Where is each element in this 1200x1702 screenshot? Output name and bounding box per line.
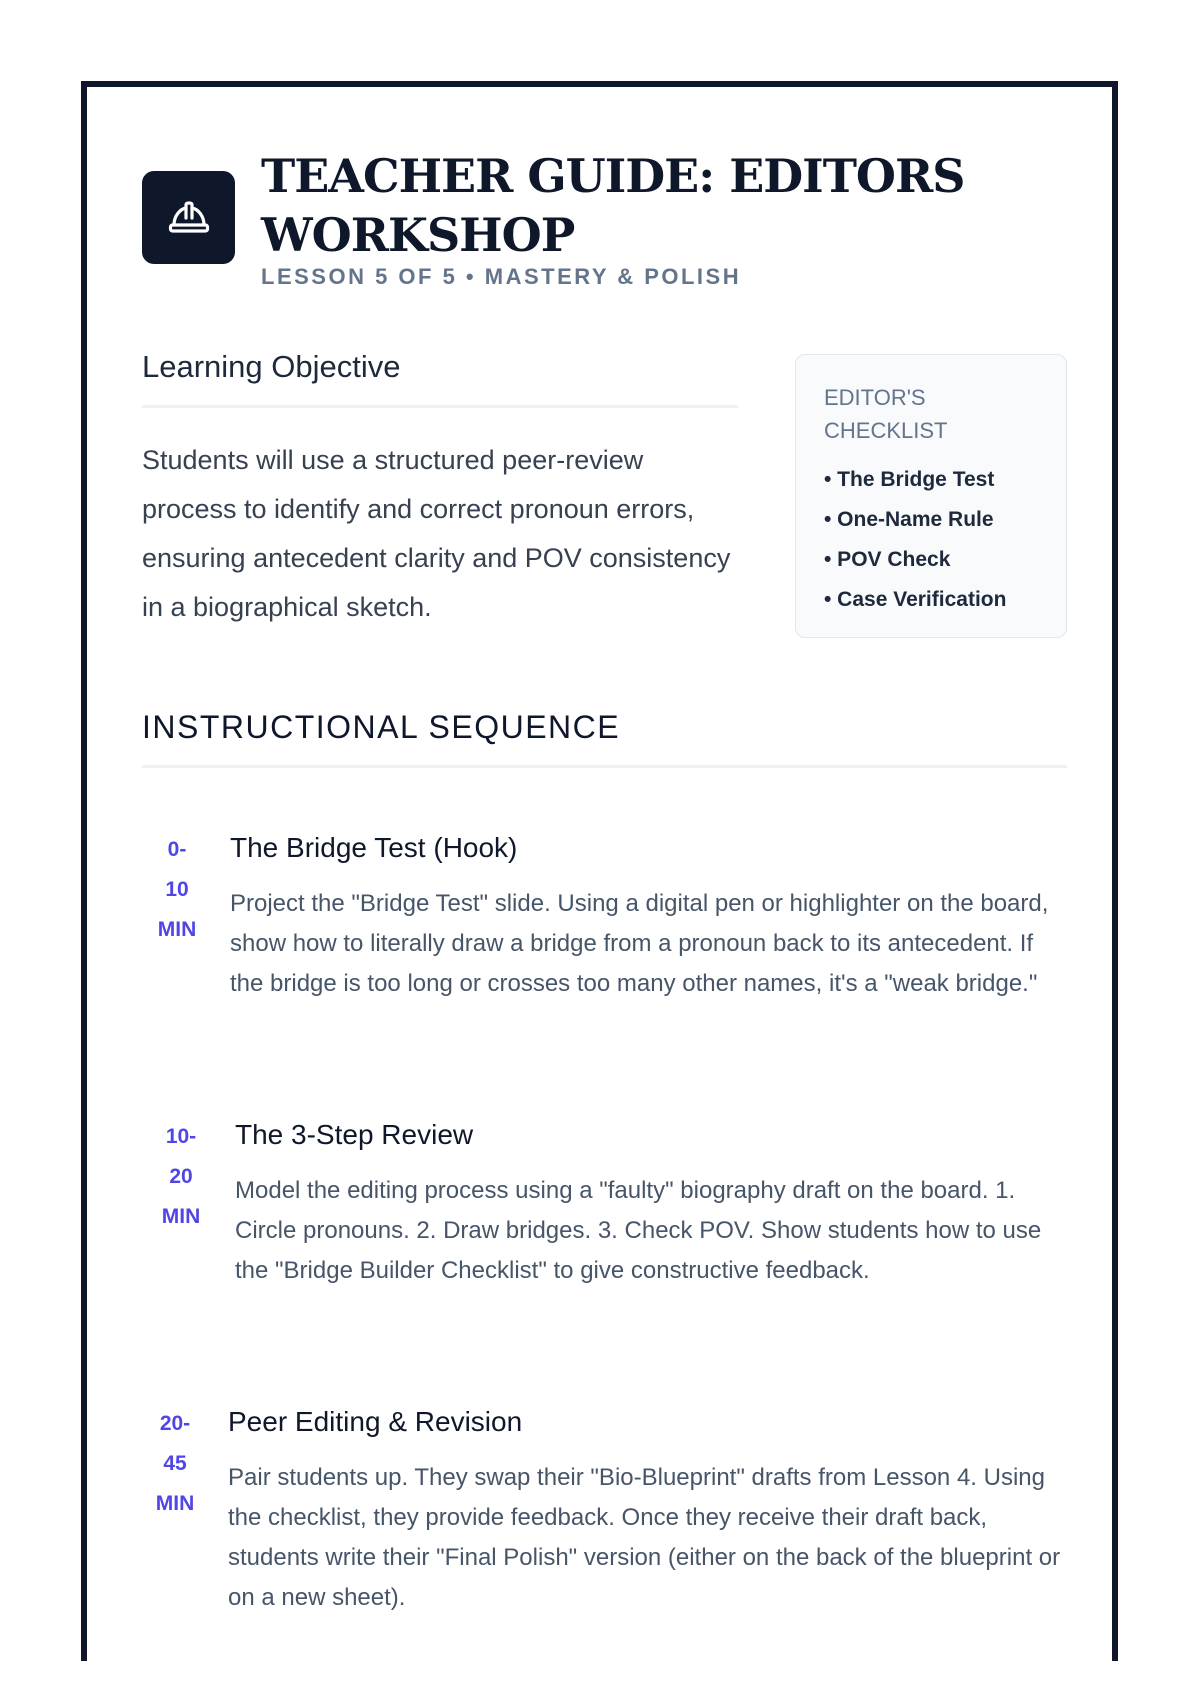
step-title: The 3-Step Review: [235, 1119, 474, 1150]
step-time-start: 10-: [165, 1125, 197, 1148]
step-description: Pair students up. They swap their "Bio-Blueprint" drafts from Lesson 4. Using the checklist, they provide feedback. Once they receive their draft back, students write their "Final Polish" version (either on the back of the blueprint or on a new sheet).: [228, 1464, 1061, 1611]
hard-hat-icon: [163, 192, 215, 244]
step-time-end: 10: [165, 878, 189, 901]
step-body: [228, 1402, 1067, 1618]
sequence-step-peer-editing: [142, 1402, 1067, 1702]
objective-heading: Learning Objective: [142, 349, 738, 408]
page-title: TEACHER GUIDE: EDITORS WORKSHOP: [261, 149, 965, 262]
checklist-list: [824, 460, 1046, 620]
step-time-end: 20: [169, 1165, 193, 1188]
step-time-label: [146, 1117, 216, 1237]
instructional-sequence-heading: INSTRUCTIONAL SEQUENCE: [142, 707, 1067, 768]
checklist-item: • One-Name Rule: [824, 508, 994, 531]
checklist-item: • Case Verification: [824, 588, 1007, 611]
step-description: Project the "Bridge Test" slide. Using a digital pen or highlighter on the board, show how to literally draw a bridge from a pronoun back to its antecedent. If the bridge is too long or crosses too many other names, it's a "weak bridge.": [230, 890, 1049, 997]
step-time-unit: MIN: [155, 1492, 195, 1515]
step-body: [230, 828, 1067, 1004]
step-title: Peer Editing & Revision: [228, 1406, 523, 1437]
step-time-unit: MIN: [161, 1205, 201, 1228]
step-time-label: [142, 830, 212, 950]
step-time-label: [140, 1404, 210, 1524]
step-time-end: 45: [163, 1452, 187, 1475]
step-description: Model the editing process using a "faulty" biography draft on the board. 1. Circle pronouns. 2. Draw bridges. 3. Check POV. Show students how to use the "Bridge Builder Checklist" to give constructive feedback.: [235, 1177, 1042, 1284]
step-time-start: 0-: [167, 838, 187, 861]
lesson-subtitle: LESSON 5 OF 5 • MASTERY & POLISH: [261, 264, 742, 289]
checklist-item: • POV Check: [824, 548, 951, 571]
checklist-item: • The Bridge Test: [824, 468, 995, 491]
step-title: The Bridge Test (Hook): [230, 832, 518, 863]
objective-text: Students will use a structured peer-review process to identify and correct pronoun errors, ensuring antecedent clarity and POV consistency in a biographical sketch.: [142, 445, 731, 622]
step-body: [235, 1115, 1067, 1291]
checklist-title: EDITOR'S CHECKLIST: [824, 385, 948, 443]
learning-objective-section: [142, 349, 738, 632]
sequence-step-bridge-test: [142, 828, 1067, 1068]
step-time-start: 20-: [159, 1412, 191, 1435]
logo-badge: [142, 171, 235, 264]
teacher-guide-card: [81, 81, 1118, 1661]
step-time-unit: MIN: [157, 918, 197, 941]
editors-checklist-box: [795, 354, 1067, 638]
sequence-step-3-step-review: [142, 1115, 1067, 1355]
